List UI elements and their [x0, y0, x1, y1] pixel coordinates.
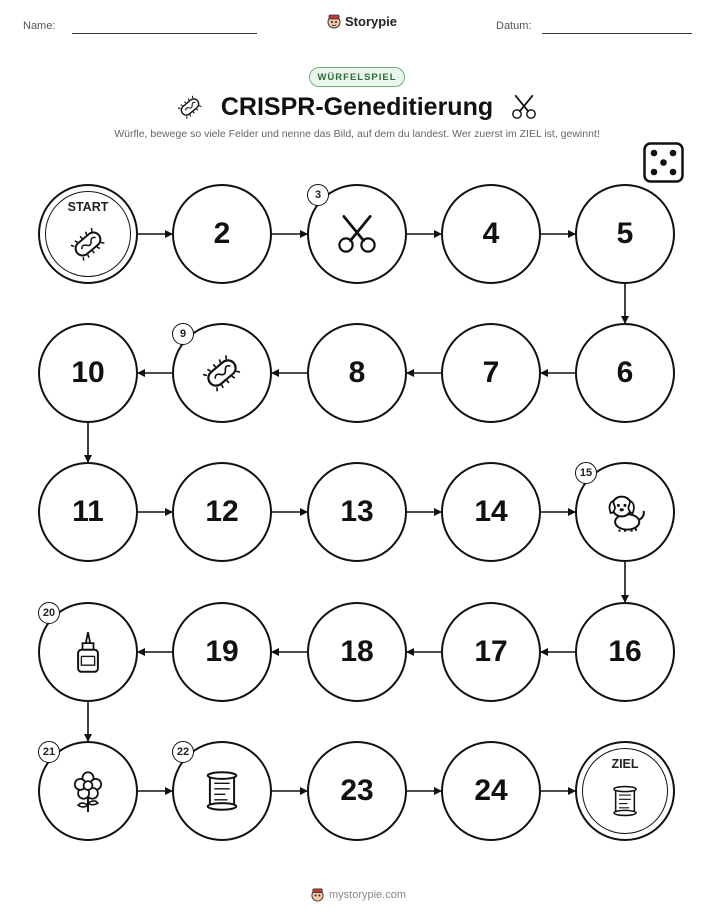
field-number: 12	[205, 495, 239, 528]
board-field-12	[172, 462, 272, 562]
field-number: 18	[340, 635, 374, 668]
board-field-3	[307, 184, 407, 284]
board-field-22	[172, 741, 272, 841]
field-number-badge: 20	[38, 602, 60, 624]
date-label: Datum:	[496, 20, 532, 32]
field-number: 23	[340, 774, 374, 807]
instructions: Würfle, bewege so viele Felder und nenne das Bild, auf dem du landest. Wer zuerst im ZIEL ist, gewinnt!	[114, 128, 600, 140]
board-field-5	[575, 184, 675, 284]
board-field-16	[575, 602, 675, 702]
field-number-badge: 15	[575, 462, 597, 484]
field-number-badge: 22	[172, 741, 194, 763]
field-number: 24	[474, 774, 508, 807]
board-field-19	[172, 602, 272, 702]
field-number: 19	[205, 635, 239, 668]
finish-label: ZIEL	[611, 757, 639, 771]
field-number: 10	[71, 356, 105, 389]
board-field-11	[38, 462, 138, 562]
board-field-6	[575, 323, 675, 423]
board-field-20	[38, 602, 138, 702]
field-number: 14	[474, 495, 508, 528]
scroll-icon	[200, 769, 244, 813]
field-number: 2	[213, 217, 231, 250]
board-field-7	[441, 323, 541, 423]
field-number: 6	[616, 356, 634, 389]
field-number: 4	[482, 217, 500, 250]
board-field-2	[172, 184, 272, 284]
scroll-icon	[608, 784, 642, 818]
footer	[310, 887, 406, 902]
page-title: CRISPR-Geneditierung	[220, 93, 494, 121]
field-number-badge: 9	[172, 323, 194, 345]
storypie-mascot-icon	[310, 887, 325, 902]
footer-url: mystorypie.com	[329, 888, 407, 901]
board-field-21	[38, 741, 138, 841]
field-number: 8	[348, 356, 366, 389]
scissors-icon	[335, 212, 379, 256]
name-label: Name:	[23, 20, 56, 32]
game-type-badge: WÜRFELSPIEL	[309, 67, 405, 87]
field-number: 16	[608, 635, 642, 668]
bacterium-icon	[200, 351, 244, 395]
board-field-24	[441, 741, 541, 841]
board-field-17	[441, 602, 541, 702]
field-number: 13	[340, 495, 374, 528]
board-field-23	[307, 741, 407, 841]
flower-icon	[66, 769, 110, 813]
board-field-15	[575, 462, 675, 562]
field-number-badge: 21	[38, 741, 60, 763]
bacterium-icon	[68, 224, 108, 264]
field-number-badge: 3	[307, 184, 329, 206]
board-field-18	[307, 602, 407, 702]
field-number: 17	[474, 635, 508, 668]
board-field-10	[38, 323, 138, 423]
board-field-4	[441, 184, 541, 284]
board-field-8	[307, 323, 407, 423]
glue-bottle-icon	[66, 630, 110, 674]
field-number: 5	[616, 217, 634, 250]
start-label: START	[67, 200, 109, 214]
field-number: 11	[72, 495, 104, 528]
board-field-14	[441, 462, 541, 562]
field-number: 7	[482, 356, 500, 389]
brand-name: Storypie	[345, 13, 398, 29]
board-field-9	[172, 323, 272, 423]
start-field	[38, 184, 138, 284]
board-field-13	[307, 462, 407, 562]
puppy-icon	[603, 490, 647, 534]
finish-field	[575, 741, 675, 841]
